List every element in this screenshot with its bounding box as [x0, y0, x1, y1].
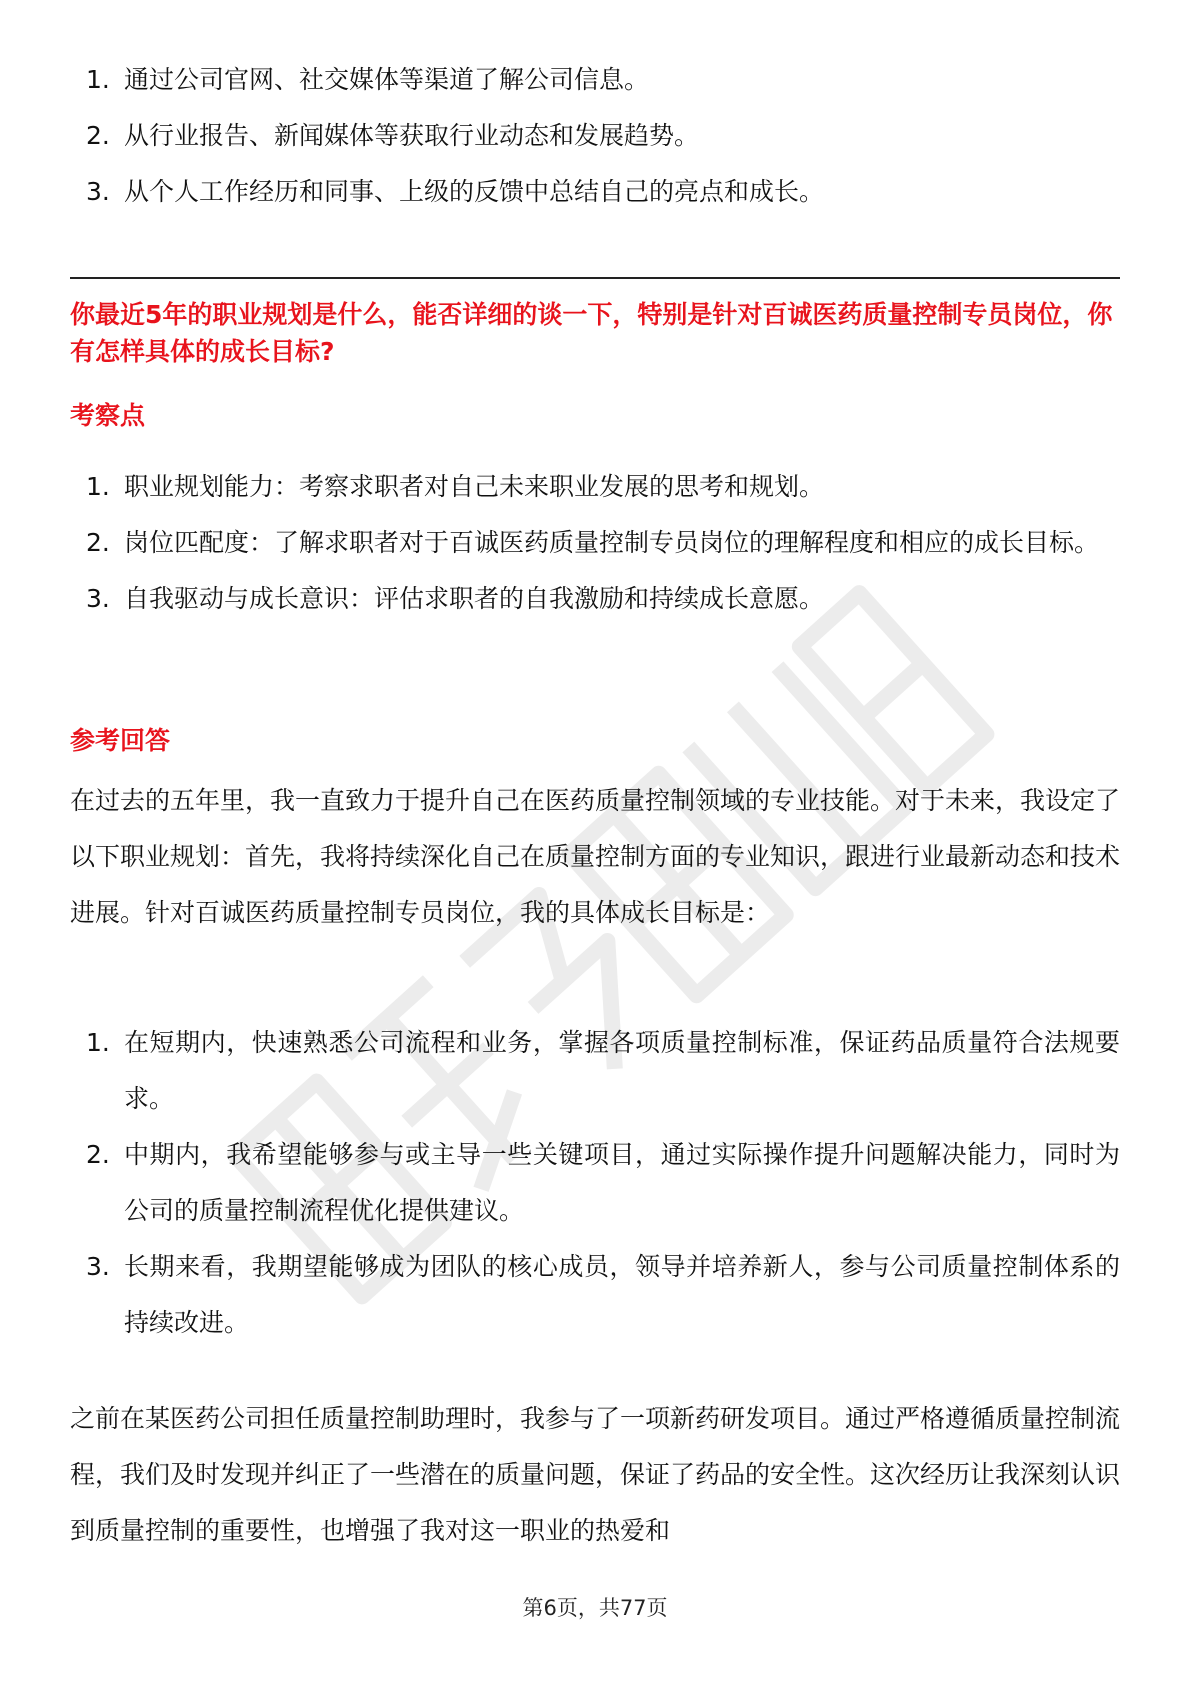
- list-item-text: 职业规划能力：考察求职者对自己未来职业发展的思考和规划。: [124, 472, 825, 501]
- list-number: 3.: [86, 1252, 110, 1281]
- list-number: 2.: [86, 121, 110, 150]
- answer-paragraph: 在过去的五年里，我一直致力于提升自己在医药质量控制领域的专业技能。对于未来，我设定了以下职业规划：首先，我将持续深化自己在质量控制方面的专业知识，跟进行业最新动态和技术进展。针对百诚医药质量控制专员岗位，我的具体成长目标是：: [70, 786, 1121, 927]
- list-item: [70, 571, 1120, 627]
- list-item-text: 从个人工作经历和同事、上级的反馈中总结自己的亮点和成长。: [124, 177, 825, 206]
- info-sources-list: [70, 52, 1120, 220]
- list-number: 2.: [86, 1140, 110, 1169]
- list-number: 1.: [86, 472, 110, 501]
- list-item: [70, 164, 1120, 220]
- list-item: [70, 1127, 1120, 1239]
- section-heading-assessment: 考察点: [70, 401, 146, 430]
- list-item: [70, 52, 1120, 108]
- growth-goals-list: [70, 1015, 1120, 1351]
- list-number: 1.: [86, 1028, 110, 1057]
- list-item-text: 在短期内，快速熟悉公司流程和业务，掌握各项质量控制标准，保证药品质量符合法规要求。: [124, 1028, 1120, 1113]
- interview-question: 你最近5年的职业规划是什么，能否详细的谈一下，特别是针对百诚医药质量控制专员岗位，你有怎样具体的成长目标?: [70, 300, 1113, 366]
- answer-paragraph: 之前在某医药公司担任质量控制助理时，我参与了一项新药研发项目。通过严格遵循质量控制流程，我们及时发现并纠正了一些潜在的质量问题，保证了药品的安全性。这次经历让我深刻认识到质量控制的重要性，也增强了我对这一职业的热爱和: [70, 1404, 1121, 1545]
- page-footer: 第6页，共77页: [522, 1596, 668, 1620]
- list-item: [70, 1015, 1120, 1127]
- section-heading-reference-answer: 参考回答: [70, 726, 171, 755]
- list-item: [70, 515, 1120, 571]
- list-number: 3.: [86, 177, 110, 206]
- section-divider: [70, 277, 1120, 279]
- list-item-text: 中期内，我希望能够参与或主导一些关键项目，通过实际操作提升问题解决能力，同时为公司的质量控制流程优化提供建议。: [124, 1140, 1120, 1225]
- assessment-points-list: [70, 459, 1120, 627]
- list-item-text: 长期来看，我期望能够成为团队的核心成员，领导并培养新人，参与公司质量控制体系的持续改进。: [124, 1252, 1120, 1337]
- list-item: [70, 1239, 1120, 1351]
- list-number: 2.: [86, 528, 110, 557]
- list-number: 1.: [86, 65, 110, 94]
- list-item-text: 通过公司官网、社交媒体等渠道了解公司信息。: [124, 65, 650, 94]
- list-item-text: 从行业报告、新闻媒体等获取行业动态和发展趋势。: [124, 121, 700, 150]
- list-item-text: 自我驱动与成长意识：评估求职者的自我激励和持续成长意愿。: [124, 584, 825, 613]
- list-item: [70, 459, 1120, 515]
- list-item: [70, 108, 1120, 164]
- list-number: 3.: [86, 584, 110, 613]
- list-item-text: 岗位匹配度：了解求职者对于百诚医药质量控制专员岗位的理解程度和相应的成长目标。: [124, 528, 1100, 557]
